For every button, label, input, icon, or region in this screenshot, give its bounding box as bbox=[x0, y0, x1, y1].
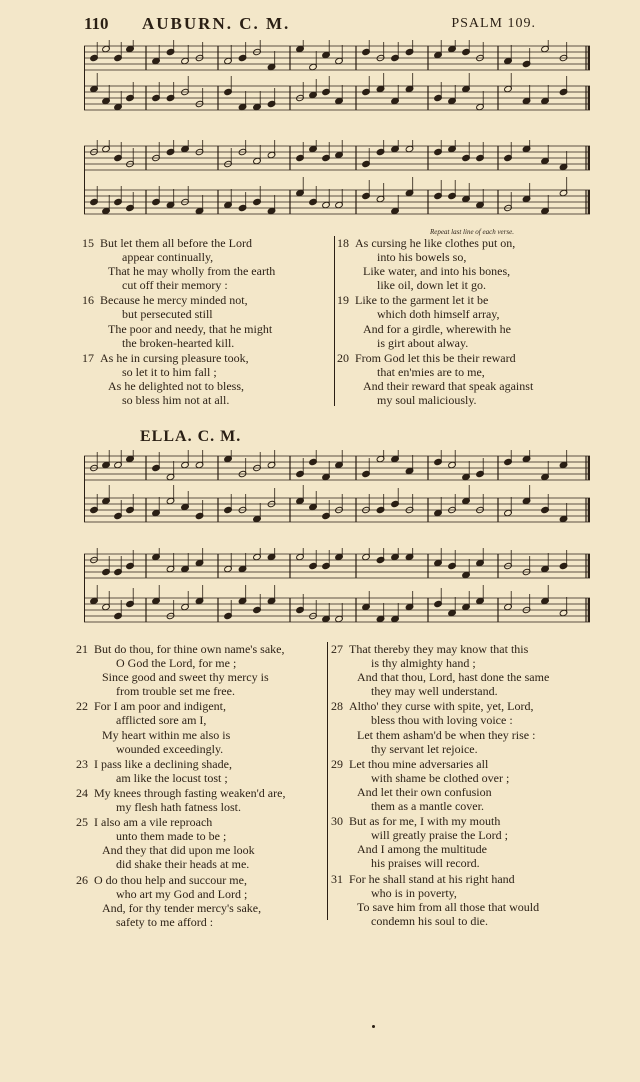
verse-line bbox=[331, 872, 591, 886]
verse-line bbox=[331, 842, 591, 856]
verse-16 bbox=[82, 293, 332, 349]
page-header bbox=[84, 14, 544, 38]
verse-text: And let their own confusion bbox=[357, 784, 492, 799]
tune-title-auburn: AUBURN. C. M. bbox=[142, 14, 291, 33]
verse-line bbox=[82, 293, 332, 307]
verse-text: To save him from all those that would bbox=[357, 899, 540, 914]
verse-number: 18 bbox=[337, 236, 349, 250]
verse-line bbox=[331, 642, 591, 656]
verse-line bbox=[337, 322, 587, 336]
verse-text: with shame be clothed over ; bbox=[371, 770, 510, 785]
verse-number: 26 bbox=[76, 872, 88, 887]
verse-number: 19 bbox=[337, 293, 349, 308]
verse-text: Let them asham'd be when they rise : bbox=[357, 727, 536, 742]
verse-text: but persecuted still bbox=[122, 307, 213, 322]
music-score-ella bbox=[84, 450, 590, 632]
verse-text: so let it to him fall ; bbox=[122, 364, 217, 379]
verse-text: afflicted sore am I, bbox=[116, 713, 207, 728]
verse-text: which doth himself array, bbox=[377, 307, 500, 322]
verse-line bbox=[337, 365, 587, 379]
verse-number: 23 bbox=[76, 756, 88, 771]
verse-line bbox=[82, 365, 332, 379]
verse-text: But let them all before the Lord bbox=[100, 236, 252, 250]
verse-27 bbox=[331, 642, 591, 698]
verse-text: his praises will record. bbox=[371, 856, 480, 871]
verse-text: cut off their memory : bbox=[122, 278, 228, 293]
verse-number: 22 bbox=[76, 699, 88, 714]
verse-line bbox=[337, 307, 587, 321]
verse-text: them as a mantle cover. bbox=[371, 799, 484, 814]
verse-line bbox=[82, 393, 332, 407]
verse-number: 29 bbox=[331, 756, 343, 771]
verse-line bbox=[331, 886, 591, 900]
verse-line bbox=[76, 656, 334, 670]
verse-line bbox=[76, 742, 334, 756]
column-divider-2 bbox=[327, 642, 328, 920]
verse-text: But as for me, I with my mouth bbox=[349, 814, 501, 829]
verse-text: is girt about alway. bbox=[377, 335, 469, 350]
staff-system-auburn-2 bbox=[84, 140, 590, 224]
verse-line bbox=[331, 900, 591, 914]
verse-23 bbox=[76, 757, 334, 785]
verse-line bbox=[76, 684, 334, 698]
verse-number: 17 bbox=[82, 350, 94, 365]
verse-text: And their reward that speak against bbox=[363, 378, 534, 393]
verse-text: bless thou with loving voice : bbox=[371, 713, 513, 728]
verse-text: unto them made to be ; bbox=[116, 829, 227, 844]
verse-text: into his bowels so, bbox=[377, 250, 467, 265]
verse-text: As he delighted not to bless, bbox=[108, 378, 244, 393]
verse-text: As cursing he like clothes put on, bbox=[355, 236, 516, 250]
verse-line bbox=[331, 828, 591, 842]
verse-text: And that thou, Lord, hast done the same bbox=[357, 670, 550, 685]
verse-text: My heart within me also is bbox=[102, 727, 231, 742]
verse-line bbox=[76, 670, 334, 684]
verse-text: condemn his soul to die. bbox=[371, 913, 488, 928]
verse-text: That thereby they may know that this bbox=[349, 642, 529, 656]
verse-line bbox=[337, 278, 587, 292]
verse-text: For I am poor and indigent, bbox=[94, 699, 226, 714]
verse-text: will greatly praise the Lord ; bbox=[371, 828, 508, 843]
verse-line bbox=[337, 293, 587, 307]
verse-text: For he shall stand at his right hand bbox=[349, 871, 515, 886]
verse-text: Let thou mine adversaries all bbox=[349, 756, 489, 771]
verses-left-2 bbox=[76, 642, 334, 930]
verse-24 bbox=[76, 786, 334, 814]
verse-number: 20 bbox=[337, 350, 349, 365]
verse-line bbox=[76, 771, 334, 785]
verse-number: 15 bbox=[82, 236, 94, 250]
verse-line bbox=[76, 829, 334, 843]
psalm-label: PSALM 109. bbox=[451, 16, 536, 31]
verse-29 bbox=[331, 757, 591, 813]
verse-text: Because he mercy minded not, bbox=[100, 293, 248, 308]
verse-line bbox=[331, 799, 591, 813]
verse-line bbox=[331, 757, 591, 771]
verses-left-1 bbox=[82, 236, 332, 408]
verse-number: 25 bbox=[76, 815, 88, 830]
verse-number: 24 bbox=[76, 785, 88, 800]
verse-text: they may well understand. bbox=[371, 684, 498, 699]
verse-line bbox=[82, 351, 332, 365]
verse-line bbox=[331, 742, 591, 756]
verse-line bbox=[82, 250, 332, 264]
verse-text: As he in cursing pleasure took, bbox=[100, 350, 249, 365]
verse-line bbox=[337, 393, 587, 407]
verse-line bbox=[331, 699, 591, 713]
verse-text: I pass like a declining shade, bbox=[94, 756, 232, 771]
verse-line bbox=[76, 800, 334, 814]
verse-22 bbox=[76, 699, 334, 755]
verse-text: who art my God and Lord ; bbox=[116, 886, 248, 901]
verse-text: my soul maliciously. bbox=[377, 393, 477, 408]
verse-text: who is in poverty, bbox=[371, 885, 457, 900]
verse-line bbox=[331, 771, 591, 785]
verse-text: The poor and needy, that he might bbox=[108, 321, 273, 336]
verse-28 bbox=[331, 699, 591, 755]
verse-text: that en'mies are to me, bbox=[377, 364, 485, 379]
staff-system-auburn-1 bbox=[84, 40, 590, 120]
verse-text: my flesh hath fatness lost. bbox=[116, 800, 241, 815]
verse-text: appear continually, bbox=[122, 250, 214, 265]
verse-line bbox=[76, 843, 334, 857]
verse-line bbox=[82, 264, 332, 278]
verse-number: 21 bbox=[76, 642, 88, 656]
verse-text: O God the Lord, for me ; bbox=[116, 656, 237, 671]
verse-text: And for a girdle, wherewith he bbox=[363, 321, 511, 336]
verse-number: 16 bbox=[82, 293, 94, 308]
verse-text: the broken-hearted kill. bbox=[122, 335, 235, 350]
verse-line bbox=[82, 379, 332, 393]
verse-20 bbox=[337, 351, 587, 407]
verse-text: From God let this be their reward bbox=[355, 350, 516, 365]
verse-text: so bless him not at all. bbox=[122, 393, 230, 408]
verse-line bbox=[76, 857, 334, 871]
column-divider-1 bbox=[334, 236, 335, 406]
page-mark bbox=[372, 1025, 375, 1028]
verse-line bbox=[82, 236, 332, 250]
verse-line bbox=[331, 656, 591, 670]
verse-line bbox=[76, 901, 334, 915]
verse-text: But do thou, for thine own name's sake, bbox=[94, 642, 285, 656]
staff-system-ella-1 bbox=[84, 450, 590, 532]
verse-text: wounded exceedingly. bbox=[116, 741, 224, 756]
verse-line bbox=[76, 728, 334, 742]
verse-text: And they that did upon me look bbox=[102, 843, 255, 858]
verse-line bbox=[82, 307, 332, 321]
verse-line bbox=[82, 278, 332, 292]
verse-line bbox=[331, 856, 591, 870]
verse-line bbox=[337, 250, 587, 264]
verse-line bbox=[331, 814, 591, 828]
verse-line bbox=[82, 336, 332, 350]
verse-18 bbox=[337, 236, 587, 292]
verse-line bbox=[82, 322, 332, 336]
verse-line bbox=[331, 713, 591, 727]
verse-text: Like water, and into his bones, bbox=[363, 264, 511, 279]
verses-right-1 bbox=[337, 236, 587, 408]
verse-number: 27 bbox=[331, 642, 343, 656]
verse-line bbox=[76, 915, 334, 929]
verse-text: thy servant let rejoice. bbox=[371, 741, 478, 756]
verse-17 bbox=[82, 351, 332, 407]
verse-line bbox=[76, 699, 334, 713]
verse-line bbox=[337, 336, 587, 350]
verse-line bbox=[76, 815, 334, 829]
verse-25 bbox=[76, 815, 334, 871]
verse-text: am like the locust tost ; bbox=[116, 770, 228, 785]
verse-line bbox=[76, 757, 334, 771]
verse-text: That he may wholly from the earth bbox=[108, 264, 276, 279]
verse-21 bbox=[76, 642, 334, 698]
verse-15 bbox=[82, 236, 332, 292]
music-score-auburn bbox=[84, 40, 590, 224]
verse-line bbox=[337, 351, 587, 365]
verse-text: And I among the multitude bbox=[357, 842, 487, 857]
verse-number: 31 bbox=[331, 871, 343, 886]
verses-right-2 bbox=[331, 642, 591, 929]
staff-system-ella-2 bbox=[84, 548, 590, 632]
verse-line bbox=[331, 670, 591, 684]
verse-text: My knees through fasting weaken'd are, bbox=[94, 785, 286, 800]
verse-text: from trouble set me free. bbox=[116, 684, 235, 699]
verse-line bbox=[76, 642, 334, 656]
verse-line bbox=[331, 914, 591, 928]
verse-line bbox=[331, 684, 591, 698]
verse-number: 30 bbox=[331, 814, 343, 829]
repeat-note: Repeat last line of each verse. bbox=[430, 228, 514, 236]
verse-31 bbox=[331, 872, 591, 928]
verse-line bbox=[337, 264, 587, 278]
verse-line bbox=[76, 873, 334, 887]
verse-text: like oil, down let it go. bbox=[377, 278, 486, 293]
verse-line bbox=[331, 728, 591, 742]
tune-title-ella: ELLA. C. M. bbox=[140, 428, 242, 445]
verse-line bbox=[76, 713, 334, 727]
verse-text: Like to the garment let it be bbox=[355, 293, 489, 308]
verse-text: Altho' they curse with spite, yet, Lord, bbox=[349, 699, 534, 714]
verse-19 bbox=[337, 293, 587, 349]
verse-30 bbox=[331, 814, 591, 870]
verse-text: safety to me afford : bbox=[116, 914, 214, 929]
verse-line bbox=[337, 236, 587, 250]
verse-text: did shake their heads at me. bbox=[116, 857, 250, 872]
page-number: 110 bbox=[84, 14, 109, 33]
verse-text: I also am a vile reproach bbox=[94, 815, 213, 830]
verse-line bbox=[76, 887, 334, 901]
verse-text: O do thou help and succour me, bbox=[94, 872, 247, 887]
verse-line bbox=[76, 786, 334, 800]
verse-text: And, for thy tender mercy's sake, bbox=[102, 900, 262, 915]
verse-text: Since good and sweet thy mercy is bbox=[102, 670, 269, 685]
verse-number: 28 bbox=[331, 699, 343, 714]
verse-26 bbox=[76, 873, 334, 929]
verse-text: is thy almighty hand ; bbox=[371, 656, 476, 671]
verse-line bbox=[337, 379, 587, 393]
verse-line bbox=[331, 785, 591, 799]
